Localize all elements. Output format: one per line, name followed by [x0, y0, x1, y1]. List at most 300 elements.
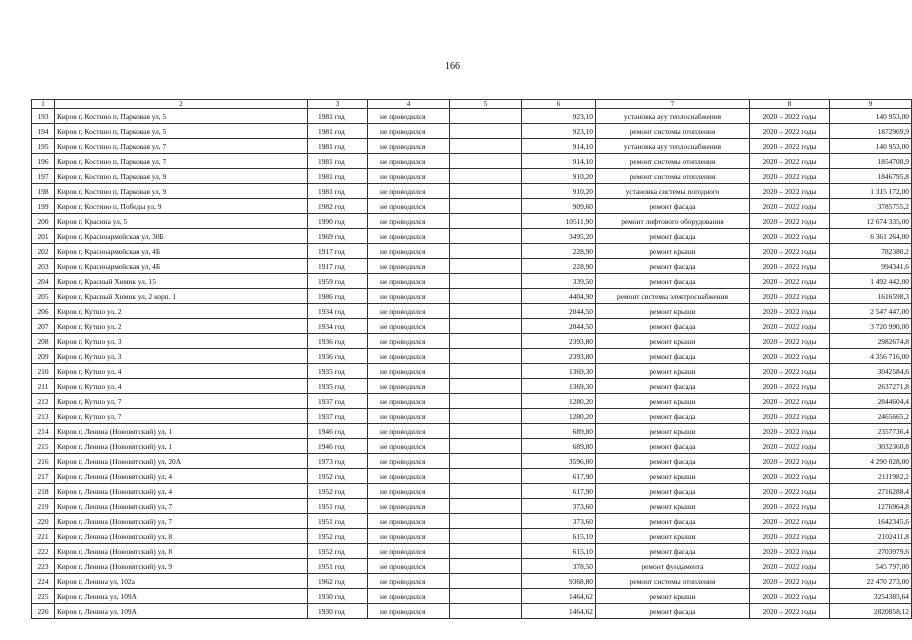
address-cell: Киров г, Костино п, Парковая ул, 7	[55, 154, 308, 169]
address-cell: Киров г, Красноармейская ул, 30Б	[55, 229, 308, 244]
work-type-cell: ремонт крыши	[596, 424, 750, 439]
address-cell: Киров г, Кутшо ул, 7	[55, 394, 308, 409]
row-index: 219	[32, 499, 55, 514]
period-cell: 2020 – 2022 годы	[750, 229, 830, 244]
last-repair-cell: не проводился	[368, 514, 450, 529]
empty-cell	[450, 499, 522, 514]
area-cell: 373,60	[522, 499, 596, 514]
work-type-cell: ремонт крыши	[596, 304, 750, 319]
row-index: 221	[32, 529, 55, 544]
last-repair-cell: не проводился	[368, 379, 450, 394]
table-row	[32, 229, 912, 244]
column-number: 4	[368, 100, 450, 109]
work-type-cell: ремонт фундамента	[596, 559, 750, 574]
address-cell: Киров г, Кутшо ул, 4	[55, 364, 308, 379]
work-type-cell: ремонт фасада	[596, 379, 750, 394]
address-cell: Киров г, Кутшо ул, 3	[55, 349, 308, 364]
empty-cell	[450, 439, 522, 454]
period-cell: 2020 – 2022 годы	[750, 544, 830, 559]
table-row	[32, 244, 912, 259]
work-type-cell: ремонт крыши	[596, 529, 750, 544]
cost-cell: 3042584,6	[830, 364, 912, 379]
row-index: 194	[32, 124, 55, 139]
build-year-cell: 1952 год	[308, 544, 368, 559]
area-cell: 923,10	[522, 109, 596, 124]
last-repair-cell: не проводился	[368, 529, 450, 544]
area-cell: 228,90	[522, 259, 596, 274]
build-year-cell: 1936 год	[308, 334, 368, 349]
last-repair-cell: не проводился	[368, 184, 450, 199]
empty-cell	[450, 244, 522, 259]
work-type-cell: ремонт крыши	[596, 469, 750, 484]
work-type-cell: ремонт крыши	[596, 364, 750, 379]
table-row	[32, 199, 912, 214]
build-year-cell: 1917 год	[308, 244, 368, 259]
work-type-cell: установка ауу теплоснабжения	[596, 139, 750, 154]
last-repair-cell: не проводился	[368, 124, 450, 139]
work-type-cell: ремонт крыши	[596, 589, 750, 604]
last-repair-cell: не проводился	[368, 484, 450, 499]
area-cell: 1464,62	[522, 589, 596, 604]
area-cell: 4404,90	[522, 289, 596, 304]
area-cell: 1464,62	[522, 604, 596, 619]
address-cell: Киров г, Ленина ул, 102а	[55, 574, 308, 589]
build-year-cell: 1934 год	[308, 319, 368, 334]
empty-cell	[450, 229, 522, 244]
table-row	[32, 109, 912, 124]
address-cell: Киров г, Ленина (Нововятский) ул, 1	[55, 424, 308, 439]
cost-cell: 1872969,9	[830, 124, 912, 139]
last-repair-cell: не проводился	[368, 544, 450, 559]
build-year-cell: 1930 год	[308, 589, 368, 604]
empty-cell	[450, 109, 522, 124]
last-repair-cell: не проводился	[368, 289, 450, 304]
area-cell: 339,50	[522, 274, 596, 289]
period-cell: 2020 – 2022 годы	[750, 334, 830, 349]
last-repair-cell: не проводился	[368, 364, 450, 379]
address-cell: Киров г, Ленина (Нововятский) ул, 7	[55, 499, 308, 514]
build-year-cell: 1981 год	[308, 184, 368, 199]
table-row	[32, 154, 912, 169]
last-repair-cell: не проводился	[368, 499, 450, 514]
period-cell: 2020 – 2022 годы	[750, 424, 830, 439]
last-repair-cell: не проводился	[368, 394, 450, 409]
table-row	[32, 334, 912, 349]
table-row	[32, 544, 912, 559]
period-cell: 2020 – 2022 годы	[750, 439, 830, 454]
cost-cell: 1642345,6	[830, 514, 912, 529]
column-number: 1	[32, 100, 55, 109]
area-cell: 2044,50	[522, 319, 596, 334]
build-year-cell: 1952 год	[308, 484, 368, 499]
empty-cell	[450, 544, 522, 559]
last-repair-cell: не проводился	[368, 454, 450, 469]
empty-cell	[450, 139, 522, 154]
address-cell: Киров г, Красноармейская ул, 4Б	[55, 259, 308, 274]
work-type-cell: установка ауу теплоснабжения	[596, 109, 750, 124]
address-cell: Киров г, Ленина ул, 109А	[55, 604, 308, 619]
empty-cell	[450, 364, 522, 379]
period-cell: 2020 – 2022 годы	[750, 379, 830, 394]
build-year-cell: 1935 год	[308, 364, 368, 379]
row-index: 215	[32, 439, 55, 454]
table-row	[32, 424, 912, 439]
build-year-cell: 1952 год	[308, 469, 368, 484]
build-year-cell: 1981 год	[308, 124, 368, 139]
area-cell: 2393,80	[522, 349, 596, 364]
period-cell: 2020 – 2022 годы	[750, 214, 830, 229]
address-cell: Киров г, Ленина (Нововятский) ул, 9	[55, 559, 308, 574]
build-year-cell: 1936 год	[308, 349, 368, 364]
column-number: 7	[596, 100, 750, 109]
period-cell: 2020 – 2022 годы	[750, 304, 830, 319]
last-repair-cell: не проводился	[368, 109, 450, 124]
empty-cell	[450, 454, 522, 469]
build-year-cell: 1937 год	[308, 394, 368, 409]
row-index: 200	[32, 214, 55, 229]
area-cell: 2044,50	[522, 304, 596, 319]
last-repair-cell: не проводился	[368, 439, 450, 454]
table-row	[32, 379, 912, 394]
period-cell: 2020 – 2022 годы	[750, 514, 830, 529]
row-index: 213	[32, 409, 55, 424]
period-cell: 2020 – 2022 годы	[750, 244, 830, 259]
last-repair-cell: не проводился	[368, 199, 450, 214]
row-index: 224	[32, 574, 55, 589]
work-type-cell: ремонт крыши	[596, 499, 750, 514]
empty-cell	[450, 409, 522, 424]
build-year-cell: 1959 год	[308, 274, 368, 289]
period-cell: 2020 – 2022 годы	[750, 529, 830, 544]
empty-cell	[450, 379, 522, 394]
column-number: 8	[750, 100, 830, 109]
table-row	[32, 124, 912, 139]
row-index: 203	[32, 259, 55, 274]
period-cell: 2020 – 2022 годы	[750, 274, 830, 289]
column-number: 5	[450, 100, 522, 109]
row-index: 216	[32, 454, 55, 469]
work-type-cell: ремонт фасада	[596, 604, 750, 619]
empty-cell	[450, 289, 522, 304]
empty-cell	[450, 529, 522, 544]
address-cell: Киров г, Кутшо ул, 3	[55, 334, 308, 349]
area-cell: 923,10	[522, 124, 596, 139]
cost-cell: 1276964,8	[830, 499, 912, 514]
area-cell: 2393,80	[522, 334, 596, 349]
build-year-cell: 1982 год	[308, 199, 368, 214]
last-repair-cell: не проводился	[368, 589, 450, 604]
area-cell: 909,60	[522, 199, 596, 214]
address-cell: Киров г, Кутшо ул, 2	[55, 319, 308, 334]
cost-cell: 2716288,4	[830, 484, 912, 499]
cost-cell: 782380,2	[830, 244, 912, 259]
last-repair-cell: не проводился	[368, 139, 450, 154]
cost-cell: 3 720 990,00	[830, 319, 912, 334]
last-repair-cell: не проводился	[368, 304, 450, 319]
address-cell: Киров г, Красный Химик ул, 15	[55, 274, 308, 289]
period-cell: 2020 – 2022 годы	[750, 199, 830, 214]
period-cell: 2020 – 2022 годы	[750, 454, 830, 469]
build-year-cell: 1952 год	[308, 529, 368, 544]
row-index: 214	[32, 424, 55, 439]
column-number: 3	[308, 100, 368, 109]
build-year-cell: 1973 год	[308, 454, 368, 469]
address-cell: Киров г, Ленина (Нововятский) ул, 4	[55, 484, 308, 499]
row-index: 206	[32, 304, 55, 319]
table-row	[32, 454, 912, 469]
work-type-cell: установка системы погодного	[596, 184, 750, 199]
row-index: 196	[32, 154, 55, 169]
cost-cell: 2465665,2	[830, 409, 912, 424]
work-type-cell: ремонт фасада	[596, 514, 750, 529]
cost-cell: 1616598,3	[830, 289, 912, 304]
area-cell: 1369,30	[522, 379, 596, 394]
cost-cell: 4 290 028,00	[830, 454, 912, 469]
cost-cell: 1 492 442,00	[830, 274, 912, 289]
row-index: 199	[32, 199, 55, 214]
table-row	[32, 289, 912, 304]
empty-cell	[450, 214, 522, 229]
build-year-cell: 1951 год	[308, 514, 368, 529]
period-cell: 2020 – 2022 годы	[750, 139, 830, 154]
last-repair-cell: не проводился	[368, 349, 450, 364]
table-row	[32, 514, 912, 529]
row-index: 204	[32, 274, 55, 289]
area-cell: 617,90	[522, 484, 596, 499]
cost-cell: 2820858,12	[830, 604, 912, 619]
cost-cell: 2102411,8	[830, 529, 912, 544]
table-row	[32, 529, 912, 544]
row-index: 226	[32, 604, 55, 619]
period-cell: 2020 – 2022 годы	[750, 124, 830, 139]
area-cell: 1280,20	[522, 409, 596, 424]
row-index: 223	[32, 559, 55, 574]
period-cell: 2020 – 2022 годы	[750, 589, 830, 604]
column-number: 9	[830, 100, 912, 109]
address-cell: Киров г, Костино п, Парковая ул, 5	[55, 109, 308, 124]
table-row	[32, 304, 912, 319]
build-year-cell: 1986 год	[308, 289, 368, 304]
work-type-cell: ремонт системы отопления	[596, 169, 750, 184]
table-row	[32, 214, 912, 229]
table-row	[32, 274, 912, 289]
work-type-cell: ремонт фасада	[596, 274, 750, 289]
empty-cell	[450, 304, 522, 319]
row-index: 193	[32, 109, 55, 124]
address-cell: Киров г, Костино п, Парковая ул, 5	[55, 124, 308, 139]
period-cell: 2020 – 2022 годы	[750, 169, 830, 184]
empty-cell	[450, 199, 522, 214]
area-cell: 9368,80	[522, 574, 596, 589]
period-cell: 2020 – 2022 годы	[750, 394, 830, 409]
cost-cell: 2357736,4	[830, 424, 912, 439]
cost-cell: 140 953,00	[830, 109, 912, 124]
empty-cell	[450, 349, 522, 364]
last-repair-cell: не проводился	[368, 409, 450, 424]
table-row	[32, 349, 912, 364]
cost-cell: 2637271,8	[830, 379, 912, 394]
empty-cell	[450, 394, 522, 409]
last-repair-cell: не проводился	[368, 169, 450, 184]
cost-cell: 140 953,00	[830, 139, 912, 154]
last-repair-cell: не проводился	[368, 244, 450, 259]
table-row	[32, 364, 912, 379]
last-repair-cell: не проводился	[368, 259, 450, 274]
area-cell: 689,80	[522, 439, 596, 454]
area-cell: 378,50	[522, 559, 596, 574]
row-index: 198	[32, 184, 55, 199]
work-type-cell: ремонт фасада	[596, 544, 750, 559]
period-cell: 2020 – 2022 годы	[750, 349, 830, 364]
period-cell: 2020 – 2022 годы	[750, 109, 830, 124]
row-index: 195	[32, 139, 55, 154]
cost-cell: 2844604,4	[830, 394, 912, 409]
table-row	[32, 169, 912, 184]
work-type-cell: ремонт фасада	[596, 349, 750, 364]
address-cell: Киров г, Ленина (Нововятский) ул, 8	[55, 529, 308, 544]
address-cell: Киров г, Костино п, Победы ул, 9	[55, 199, 308, 214]
area-cell: 910,20	[522, 184, 596, 199]
work-type-cell: ремонт фасада	[596, 439, 750, 454]
table-row	[32, 559, 912, 574]
row-index: 218	[32, 484, 55, 499]
last-repair-cell: не проводился	[368, 604, 450, 619]
build-year-cell: 1981 год	[308, 109, 368, 124]
cost-cell: 2 547 447,00	[830, 304, 912, 319]
area-cell: 615,10	[522, 544, 596, 559]
period-cell: 2020 – 2022 годы	[750, 184, 830, 199]
period-cell: 2020 – 2022 годы	[750, 364, 830, 379]
empty-cell	[450, 259, 522, 274]
work-type-cell: ремонт фасада	[596, 229, 750, 244]
empty-cell	[450, 604, 522, 619]
address-cell: Киров г, Костино п, Парковая ул, 7	[55, 139, 308, 154]
period-cell: 2020 – 2022 годы	[750, 259, 830, 274]
address-cell: Киров г, Красный Химик ул, 2 корп. 1	[55, 289, 308, 304]
address-cell: Киров г, Ленина (Нововятский) ул, 1	[55, 439, 308, 454]
row-index: 211	[32, 379, 55, 394]
work-type-cell: ремонт системы отопления	[596, 124, 750, 139]
work-type-cell: ремонт фасада	[596, 484, 750, 499]
work-type-cell: ремонт системы отопления	[596, 154, 750, 169]
empty-cell	[450, 559, 522, 574]
cost-cell: 1854708,9	[830, 154, 912, 169]
column-number: 2	[55, 100, 308, 109]
cost-cell: 2111982,2	[830, 469, 912, 484]
row-index: 208	[32, 334, 55, 349]
table-row	[32, 484, 912, 499]
last-repair-cell: не проводился	[368, 424, 450, 439]
area-cell: 1280,20	[522, 394, 596, 409]
empty-cell	[450, 334, 522, 349]
empty-cell	[450, 589, 522, 604]
table-row	[32, 589, 912, 604]
area-cell: 228,90	[522, 244, 596, 259]
cost-cell: 2982674,8	[830, 334, 912, 349]
cost-cell: 994341,6	[830, 259, 912, 274]
build-year-cell: 1981 год	[308, 139, 368, 154]
empty-cell	[450, 184, 522, 199]
work-type-cell: ремонт фасада	[596, 409, 750, 424]
build-year-cell: 1951 год	[308, 559, 368, 574]
capital-repair-table	[31, 99, 912, 619]
row-index: 212	[32, 394, 55, 409]
table-row	[32, 574, 912, 589]
cost-cell: 2703979,6	[830, 544, 912, 559]
address-cell: Киров г, Кутшо ул, 7	[55, 409, 308, 424]
table-row	[32, 469, 912, 484]
table-row	[32, 184, 912, 199]
row-index: 201	[32, 229, 55, 244]
address-cell: Киров г, Костино п, Парковая ул, 9	[55, 169, 308, 184]
build-year-cell: 1946 год	[308, 439, 368, 454]
empty-cell	[450, 574, 522, 589]
work-type-cell: ремонт фасада	[596, 454, 750, 469]
area-cell: 910,20	[522, 169, 596, 184]
empty-cell	[450, 424, 522, 439]
period-cell: 2020 – 2022 годы	[750, 499, 830, 514]
address-cell: Киров г, Костино п, Парковая ул, 9	[55, 184, 308, 199]
last-repair-cell: не проводился	[368, 154, 450, 169]
build-year-cell: 1946 год	[308, 424, 368, 439]
row-index: 217	[32, 469, 55, 484]
empty-cell	[450, 124, 522, 139]
area-cell: 3495,20	[522, 229, 596, 244]
last-repair-cell: не проводился	[368, 214, 450, 229]
build-year-cell: 1969 год	[308, 229, 368, 244]
build-year-cell: 1962 год	[308, 574, 368, 589]
row-index: 197	[32, 169, 55, 184]
area-cell: 617,90	[522, 469, 596, 484]
work-type-cell: ремонт фасада	[596, 319, 750, 334]
cost-cell: 6 361 264,00	[830, 229, 912, 244]
empty-cell	[450, 484, 522, 499]
address-cell: Киров г, Ленина (Нововятский) ул, 4	[55, 469, 308, 484]
build-year-cell: 1935 год	[308, 379, 368, 394]
last-repair-cell: не проводился	[368, 559, 450, 574]
cost-cell: 3032360,8	[830, 439, 912, 454]
table-row	[32, 394, 912, 409]
table-row	[32, 259, 912, 274]
table-row	[32, 139, 912, 154]
empty-cell	[450, 514, 522, 529]
build-year-cell: 1930 год	[308, 604, 368, 619]
build-year-cell: 1990 год	[308, 214, 368, 229]
build-year-cell: 1917 год	[308, 259, 368, 274]
work-type-cell: ремонт крыши	[596, 334, 750, 349]
column-number-row	[32, 100, 912, 109]
period-cell: 2020 – 2022 годы	[750, 469, 830, 484]
table-row	[32, 499, 912, 514]
empty-cell	[450, 469, 522, 484]
area-cell: 10511,90	[522, 214, 596, 229]
build-year-cell: 1937 год	[308, 409, 368, 424]
empty-cell	[450, 154, 522, 169]
area-cell: 914,10	[522, 139, 596, 154]
last-repair-cell: не проводился	[368, 469, 450, 484]
address-cell: Киров г, Кутшо ул, 2	[55, 304, 308, 319]
period-cell: 2020 – 2022 годы	[750, 409, 830, 424]
row-index: 222	[32, 544, 55, 559]
period-cell: 2020 – 2022 годы	[750, 574, 830, 589]
table-row	[32, 439, 912, 454]
build-year-cell: 1981 год	[308, 154, 368, 169]
area-cell: 3596,00	[522, 454, 596, 469]
address-cell: Киров г, Ленина ул, 109А	[55, 589, 308, 604]
build-year-cell: 1981 год	[308, 169, 368, 184]
row-index: 202	[32, 244, 55, 259]
last-repair-cell: не проводился	[368, 274, 450, 289]
